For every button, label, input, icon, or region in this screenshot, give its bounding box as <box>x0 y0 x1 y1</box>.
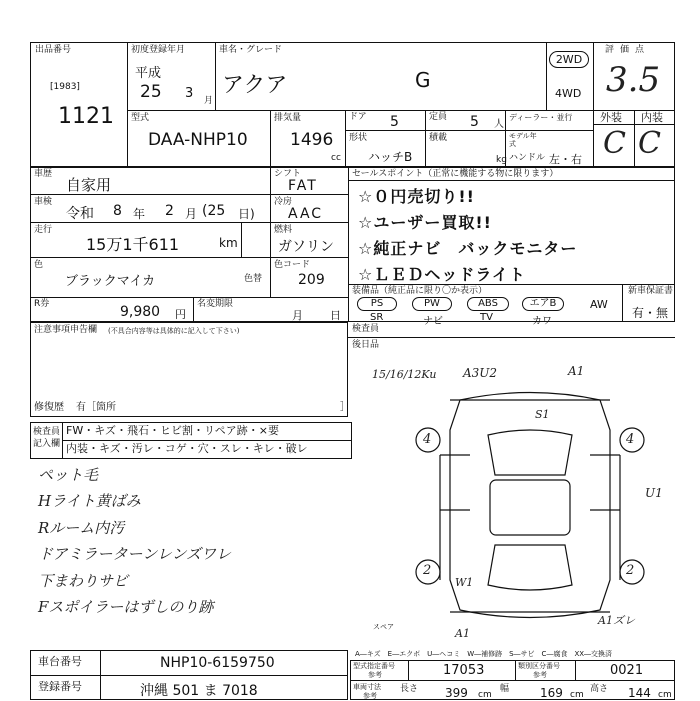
legend: A―キズ E―エクボ U―ヘコミ W―補修跡 S―サビ C―腐食 XX―交換済 <box>355 650 613 658</box>
divider <box>593 42 594 167</box>
dealer-label: ディーラー・並行 <box>509 113 573 122</box>
diagram-u1: U1 <box>645 486 663 500</box>
diagram-a1-top: A1 <box>568 364 585 378</box>
exterior-grade: C <box>603 126 626 161</box>
color-code-label: 色コード <box>274 260 311 270</box>
color: ブラックマイカ <box>65 274 156 289</box>
divider <box>30 675 348 676</box>
equip-leather: カワ <box>532 316 552 327</box>
length: 399 <box>445 686 468 700</box>
sales-point-3: ☆純正ナビ バックモニター <box>358 239 578 258</box>
load-label: 積載 <box>429 133 448 143</box>
repair-close: ］ <box>340 402 350 413</box>
history-label: 車歴 <box>34 169 53 179</box>
equip-sr: SR <box>370 312 384 323</box>
note-4: ドアミラーターンレンズワレ <box>38 545 232 563</box>
divider <box>215 42 216 110</box>
divider <box>634 110 635 167</box>
divider <box>515 660 516 680</box>
type-no: 17053 <box>443 663 485 678</box>
check-row-2: 内装・キズ・汚レ・コゲ・穴・スレ・キレ・破レ <box>66 442 308 455</box>
width: 169 <box>540 686 563 700</box>
divider <box>350 680 675 681</box>
doors-label: ドア <box>349 112 367 122</box>
class-no-ref: 参考 <box>533 671 547 679</box>
handle: 左・右 <box>549 153 582 166</box>
inspection-month-unit: 月 <box>185 207 198 221</box>
month-unit: 月 <box>204 96 214 106</box>
car-diagram <box>400 380 660 640</box>
tire-rr: 2 <box>626 563 635 578</box>
sales-label: セールスポイント（正常に機能する物に限ります） <box>352 169 559 179</box>
height-label: 高さ <box>590 684 609 694</box>
frame-label: 車台番号 <box>38 655 82 668</box>
shape-label: 形状 <box>349 133 368 143</box>
post-label-visible: 後日品 <box>352 340 380 350</box>
width-cm: cm <box>570 690 584 700</box>
length-cm: cm <box>478 690 492 700</box>
exterior-label: 外装 <box>600 111 622 124</box>
interior-grade: C <box>638 126 661 161</box>
note-6: Fスポイラーはずしのり跡 <box>38 598 214 616</box>
person-unit: 人 <box>494 119 504 130</box>
equip-airbag: エアB <box>522 297 564 311</box>
frame: NHP10-6159750 <box>160 655 275 671</box>
capacity-label: 定員 <box>429 112 448 122</box>
equip-aw: AW <box>590 298 608 311</box>
grade: G <box>415 68 431 92</box>
model-name: アクア <box>222 73 288 98</box>
divider <box>270 167 271 297</box>
type: DAA-NHP10 <box>148 130 248 150</box>
note-2: Hライト黄ばみ <box>38 492 141 510</box>
equip-abs: ABS <box>467 297 509 311</box>
doors: 5 <box>390 114 399 130</box>
divider <box>345 130 593 131</box>
divider <box>270 110 271 167</box>
drive-2wd: 2WD <box>549 51 589 68</box>
fuel-label: 燃料 <box>274 225 293 235</box>
divider <box>100 650 101 700</box>
inspection-day: (25 <box>202 203 226 219</box>
divider <box>62 440 352 441</box>
equip-ps: PS <box>357 297 397 311</box>
inspection-year: 8 <box>113 203 122 219</box>
warranty-label: 新車保証書 <box>628 286 674 296</box>
kg: kg <box>496 155 507 165</box>
equip-label: 装備品（純正品に限り〇か表示） <box>352 286 488 296</box>
diagram-a1w: A1ズレ <box>598 614 635 627</box>
equip-navi: ナビ <box>423 316 443 327</box>
first-reg-label: 初度登録年月 <box>131 45 186 55</box>
day-unit: 日) <box>238 207 255 221</box>
diagram-s1: S1 <box>535 408 550 421</box>
dim-ref: 参考 <box>363 692 377 700</box>
note-1: ペット毛 <box>38 466 99 484</box>
divider <box>241 222 242 257</box>
equip-tv: TV <box>480 312 493 323</box>
spare-label: スペア <box>373 623 394 631</box>
length-label: 長さ <box>400 684 419 694</box>
inspection-era: 令和 <box>66 206 94 222</box>
displacement: 1496 <box>290 130 334 150</box>
diagram-a3u2: A3U2 <box>463 366 498 380</box>
lot-label: 出品番号 <box>35 45 72 55</box>
diagram-top: 15/16/12Ku <box>372 368 437 381</box>
warranty: 有・無 <box>632 306 669 320</box>
type-no-ref: 参考 <box>368 671 382 679</box>
divider <box>622 284 623 322</box>
width-label: 幅 <box>500 684 510 694</box>
cc: cc <box>331 153 341 163</box>
notes-sub: (不具合内容等は具体的に記入して下さい) <box>108 327 240 335</box>
displacement-label: 排気量 <box>274 113 302 123</box>
divider <box>348 337 675 338</box>
deadline-label: 名変期限 <box>197 299 234 309</box>
tire-rl: 2 <box>423 563 432 578</box>
mileage: 15万1千611 <box>86 235 180 254</box>
repair-label: 修復歴 <box>34 402 64 413</box>
divider <box>127 42 128 167</box>
drive-4wd: 4WD <box>555 87 582 100</box>
color-code: 209 <box>298 272 325 288</box>
plate-label: 登録番号 <box>38 680 82 693</box>
lot-number: 1121 <box>58 104 114 129</box>
rating: 3.5 <box>606 60 661 100</box>
deadline-day: 日 <box>330 309 341 322</box>
history: 自家用 <box>66 176 112 194</box>
shift: FAT <box>288 178 318 194</box>
divider <box>408 660 409 680</box>
equip-pw: PW <box>412 297 452 311</box>
repair-value: 有［箇所 <box>76 402 116 413</box>
check-row-1: FW・キズ・飛石・ヒビ割・リペア跡・×要 <box>66 424 279 437</box>
r-label: R券 <box>34 299 50 309</box>
divider <box>575 660 576 680</box>
color-label: 色 <box>34 260 44 270</box>
class-no-label: 類別区分番号 <box>518 662 560 670</box>
r-value: 9,980 <box>120 304 161 320</box>
mileage-label: 走行 <box>34 225 53 235</box>
divider <box>546 42 547 110</box>
month: 3 <box>185 86 194 101</box>
inspection-month: 2 <box>165 203 174 219</box>
class-no: 0021 <box>610 663 644 678</box>
divider <box>345 110 346 167</box>
capacity: 5 <box>470 114 479 130</box>
repaint-label: 色替 <box>244 274 263 284</box>
ac-label: 冷房 <box>274 197 293 207</box>
dim-label: 車両寸法 <box>353 683 381 691</box>
model-year-label: モデル年式 <box>509 132 537 148</box>
tire-fr: 4 <box>626 432 635 447</box>
divider <box>30 297 348 298</box>
note-3: Rルーム内汚 <box>38 519 125 537</box>
shape: ハッチB <box>368 150 413 164</box>
fuel: ガソリン <box>278 239 334 255</box>
year-unit: 年 <box>133 207 146 221</box>
deadline-month: 月 <box>292 309 303 322</box>
divider <box>30 257 348 258</box>
sales-point-4: ☆ＬＥＤヘッドライト <box>358 265 526 284</box>
rating-label: 評価点 <box>605 45 651 55</box>
diagram-a1-bottom: A1 <box>455 627 470 640</box>
plate: 沖縄 501 ま 7018 <box>140 683 258 699</box>
divider <box>193 297 194 322</box>
model-label: 車名・グレード <box>219 45 283 55</box>
lot-small: [1983] <box>50 82 80 92</box>
year: 25 <box>140 82 162 102</box>
notes-label: 注意事項申告欄 <box>34 325 98 335</box>
handle-label: ハンドル <box>509 153 546 163</box>
divider <box>348 167 349 322</box>
sales-point-1: ☆０円売切り!! <box>358 187 475 206</box>
km: km <box>219 236 238 250</box>
check-label: 検査員記入欄 <box>33 427 61 449</box>
type-label: 型式 <box>131 113 150 123</box>
yen: 円 <box>175 308 186 321</box>
note-5: 下まわりサビ <box>38 572 129 590</box>
era: 平成 <box>135 66 162 81</box>
sales-point-2: ☆ユーザー買取!! <box>358 213 492 232</box>
inspection-label: 車検 <box>34 197 53 207</box>
shift-label: シフト <box>274 169 302 179</box>
interior-label: 内装 <box>641 111 663 124</box>
height: 144 <box>628 686 651 700</box>
divider <box>348 180 675 181</box>
tire-fl: 4 <box>423 432 432 447</box>
height-cm: cm <box>658 690 672 700</box>
ac: AAC <box>288 206 324 222</box>
checker-label: 検査員 <box>352 324 380 334</box>
diagram-w1: W1 <box>455 576 474 589</box>
divider <box>425 110 426 167</box>
divider <box>127 110 593 111</box>
type-no-label: 型式指定番号 <box>353 662 395 670</box>
